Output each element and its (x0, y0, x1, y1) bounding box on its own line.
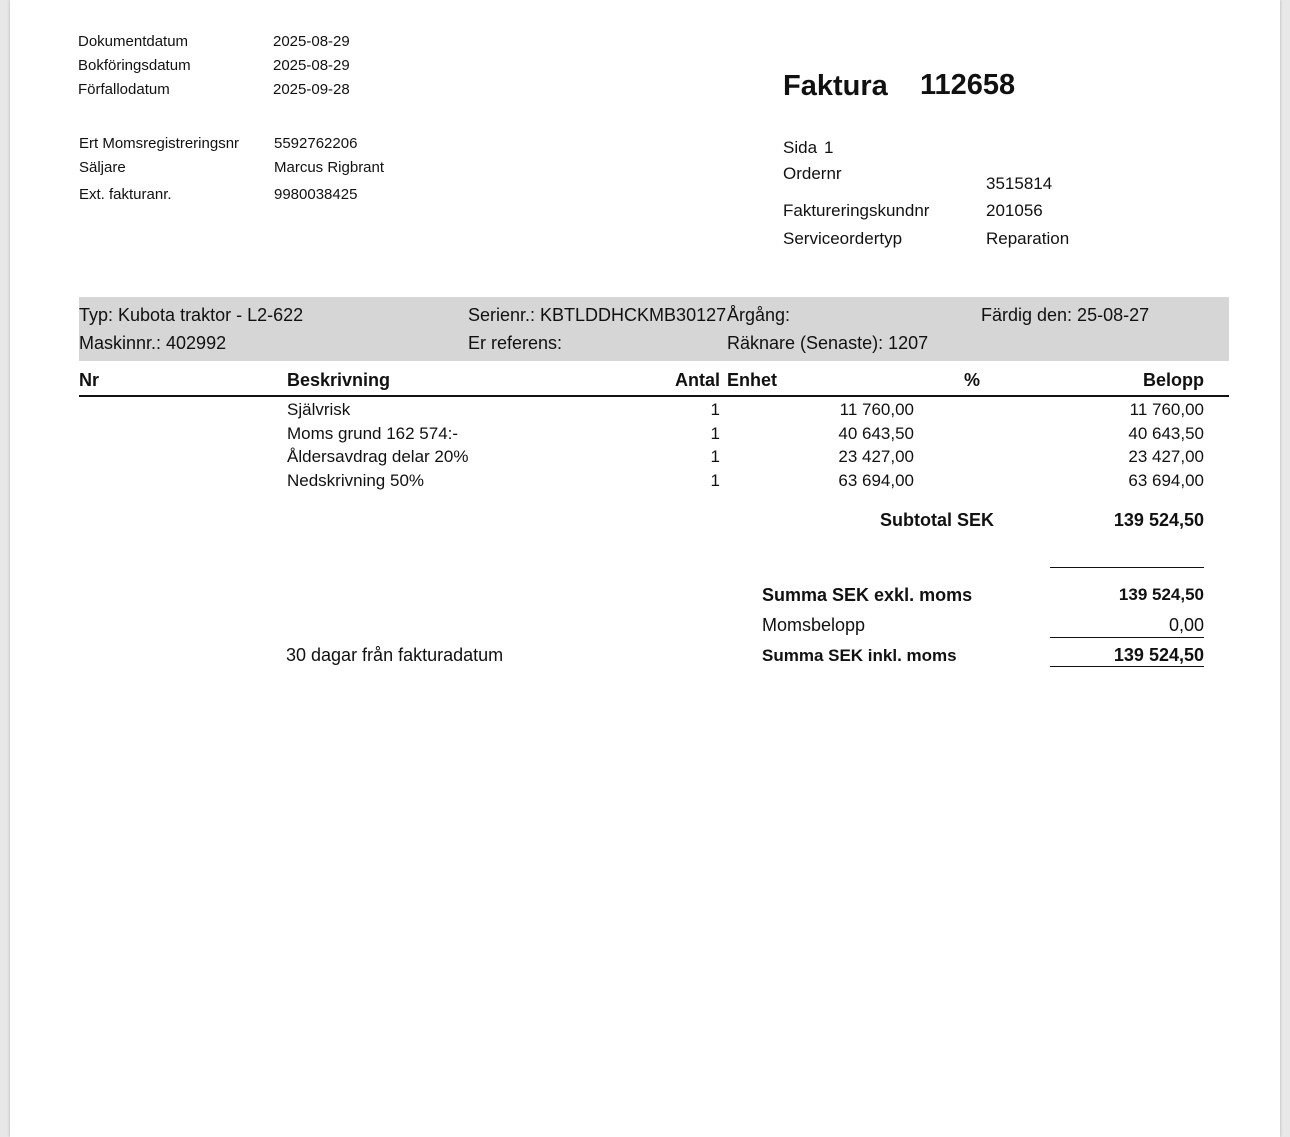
ext-invoice-label: Ext. fakturanr. (79, 186, 172, 203)
customer-number-label: Faktureringskundnr (783, 201, 930, 220)
machine-type: Typ: Kubota traktor - L2-622 (79, 305, 304, 325)
row-quantity: 1 (710, 447, 720, 466)
document-date-label: Dokumentdatum (78, 33, 189, 50)
seller-label: Säljare (79, 159, 126, 176)
row-unit-price: 23 427,00 (838, 447, 914, 466)
subtotal-label: Subtotal SEK (879, 510, 994, 530)
machine-counter: Räknare (Senaste): 1207 (727, 333, 929, 353)
vat-rule (1050, 637, 1204, 638)
vat-amount-value: 0,00 (1168, 615, 1204, 635)
total-excl-vat-value: 139 524,50 (1118, 585, 1204, 604)
due-date-label: Förfallodatum (78, 81, 170, 98)
col-header-enhet: Enhet (727, 370, 778, 390)
col-header-nr: Nr (79, 370, 100, 390)
booking-date-label: Bokföringsdatum (78, 57, 191, 74)
vat-reg-label: Ert Momsregistreringsnr (79, 135, 240, 152)
total-incl-vat-value: 139 524,50 (1113, 645, 1204, 665)
machine-year: Årgång: (727, 305, 791, 325)
row-quantity: 1 (710, 424, 720, 443)
subtotal-rule (1050, 567, 1204, 568)
row-unit-price: 63 694,00 (838, 471, 914, 490)
machine-completed-date: Färdig den: 25-08-27 (981, 305, 1150, 325)
order-number-value: 3515814 (986, 174, 1053, 193)
row-unit-price: 11 760,00 (839, 400, 914, 419)
service-order-type-value: Reparation (986, 229, 1070, 248)
booking-date-value: 2025-08-29 (273, 57, 350, 74)
col-header-procent: % (964, 370, 981, 390)
row-quantity: 1 (710, 400, 720, 419)
service-order-type-label: Serviceordertyp (783, 229, 903, 248)
total-rule (1050, 666, 1204, 667)
subtotal-value: 139 524,50 (1113, 510, 1204, 530)
row-description: Moms grund 162 574:- (287, 424, 459, 443)
invoice-title: Faktura (783, 70, 888, 102)
row-quantity: 1 (710, 471, 720, 490)
machine-serial: Serienr.: KBTLDDHCKMB30127 (468, 305, 727, 325)
machine-number: Maskinnr.: 402992 (79, 333, 227, 353)
seller-value: Marcus Rigbrant (274, 159, 385, 176)
col-header-antal: Antal (675, 370, 720, 390)
row-description: Åldersavdrag delar 20% (287, 447, 469, 466)
row-amount: 23 427,00 (1128, 447, 1204, 466)
page-number: 1 (824, 138, 834, 157)
row-amount: 40 643,50 (1128, 424, 1204, 443)
page-label: Sida (783, 138, 818, 157)
vat-amount-label: Momsbelopp (762, 615, 866, 635)
col-header-belopp: Belopp (1143, 370, 1204, 390)
total-excl-vat-label: Summa SEK exkl. moms (762, 585, 973, 605)
vat-reg-value: 5592762206 (274, 135, 358, 152)
order-number-label: Ordernr (783, 164, 842, 183)
document-date-value: 2025-08-29 (273, 33, 350, 50)
total-incl-vat-label: Summa SEK inkl. moms (762, 646, 957, 665)
due-date-value: 2025-09-28 (273, 81, 350, 98)
customer-reference: Er referens: (468, 333, 563, 353)
invoice-number: 112658 (920, 69, 1016, 101)
row-description: Självrisk (287, 400, 351, 419)
row-amount: 11 760,00 (1129, 400, 1204, 419)
row-unit-price: 40 643,50 (838, 424, 914, 443)
customer-number-value: 201056 (986, 201, 1043, 220)
col-header-beskrivning: Beskrivning (287, 370, 391, 390)
row-description: Nedskrivning 50% (287, 471, 425, 490)
payment-terms: 30 dagar från fakturadatum (286, 645, 504, 665)
table-header-rule (79, 395, 1229, 397)
row-amount: 63 694,00 (1128, 471, 1204, 490)
ext-invoice-value: 9980038425 (274, 186, 358, 203)
invoice-page (10, 0, 1280, 1137)
